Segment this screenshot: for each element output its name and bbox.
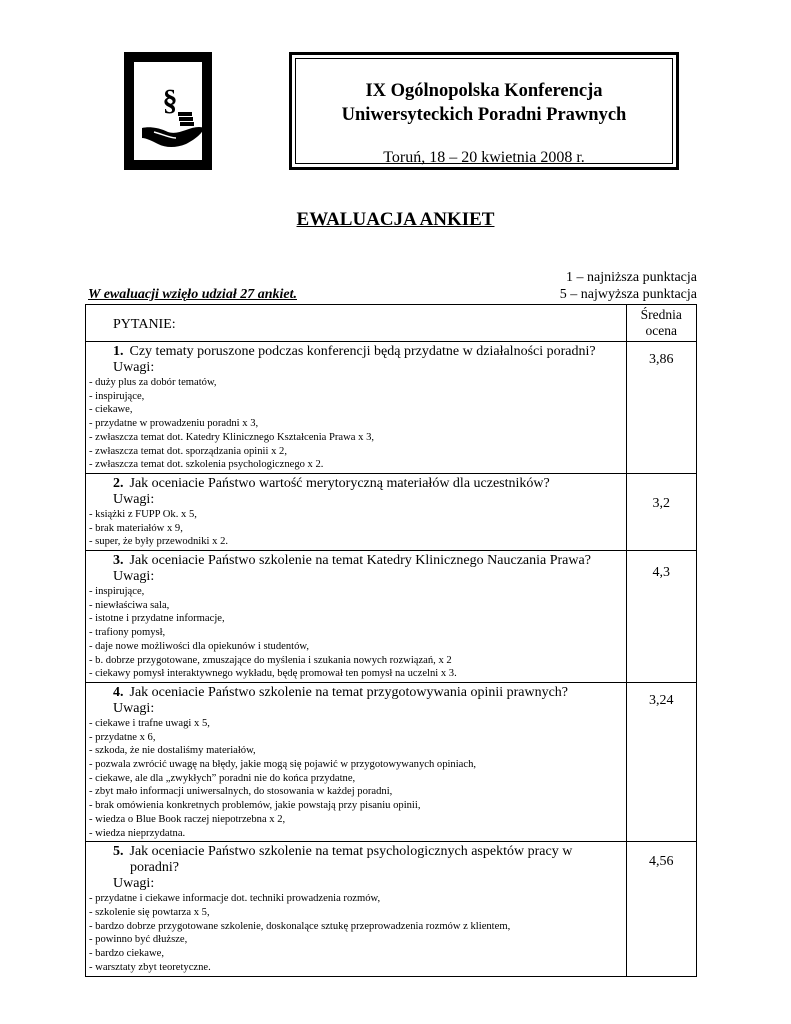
comment-item: - inspirujące, [89, 586, 145, 598]
comments-list [86, 508, 626, 550]
comment-item: - super, że były przewodniki x 2. [89, 536, 229, 548]
question-label: Jak oceniacie Państwo szkolenie na temat przygotowywania opinii prawnych? [129, 684, 569, 700]
table-row [86, 473, 697, 550]
comment-item: - zbyt mało informacji uniwersalnych, do stosowania w każdej poradni, [89, 786, 393, 798]
question-number: 1. [113, 344, 124, 359]
question-number: 4. [113, 684, 124, 700]
participation-note: W ewaluacji wzięło udział 27 ankiet. [88, 287, 297, 302]
table-row [86, 682, 697, 841]
comment-item: - zwłaszcza temat dot. Katedry Klinicznego Kształcenia Prawa x 3, [89, 431, 375, 443]
comments-label: Uwagi: [113, 876, 155, 892]
average-score: 4,3 [652, 565, 671, 581]
question-text [86, 844, 626, 876]
table-header-row [86, 305, 697, 342]
comments-label: Uwagi: [113, 491, 155, 507]
comment-item: - zwłaszcza temat dot. sporządzania opinii x 2, [89, 445, 287, 457]
average-score: 3,86 [649, 352, 674, 367]
average-column-label-line1: Średnia [640, 307, 682, 322]
question-label: Jak oceniacie Państwo szkolenie na temat psychologicznych aspektów pracy w [129, 844, 573, 860]
average-cell [626, 682, 696, 841]
comments-label: Uwagi: [113, 360, 155, 375]
question-text [86, 476, 626, 492]
question-text [86, 344, 626, 360]
question-number: 3. [113, 553, 124, 569]
comment-item: - bardzo ciekawe, [89, 948, 164, 960]
comment-item: - bardzo dobrze przygotowane szkolenie, doskonalące sztukę przeprowadzenia rozmów z klientem, [89, 920, 511, 932]
conference-place-date: Toruń, 18 – 20 kwietnia 2008 r. [383, 149, 585, 166]
comment-item: - ciekawy pomysł interaktywnego wykładu, będę promował ten pomysł na uczelni x 3. [89, 668, 457, 680]
scale-low: 1 – najniższa punktacja [565, 270, 697, 285]
comment-item: - ciekawe, [89, 404, 133, 416]
question-number: 5. [113, 844, 124, 860]
question-column-label: PYTANIE: [113, 317, 176, 332]
comment-item: - szkolenie się powtarza x 5, [89, 906, 210, 918]
comment-item: - zwłaszcza temat dot. szkolenia psychologicznego x 2. [89, 459, 324, 471]
table-row [86, 342, 697, 474]
average-cell [626, 551, 696, 683]
comment-item: - książki z FUPP Ok. x 5, [89, 508, 197, 520]
logo-paragraph-sign: § [162, 84, 178, 117]
question-label: Jak oceniacie Państwo szkolenie na temat Katedry Klinicznego Nauczania Prawa? [129, 553, 591, 569]
comment-item: - istotne i przydatne informacje, [89, 613, 225, 625]
comments-list [86, 717, 626, 841]
comment-item: - ciekawe, ale dla „zwykłych” poradni nie do końca przydatne, [89, 772, 356, 784]
question-label-continuation: poradni? [130, 860, 179, 876]
comment-item: - powinno być dłuższe, [89, 934, 188, 946]
question-cell [86, 342, 627, 474]
average-score: 3,24 [649, 692, 674, 708]
conference-title-line1: IX Ogólnopolska Konferencja [365, 81, 603, 101]
comment-item: - wiedza o Blue Book raczej niepotrzebna x 2, [89, 813, 286, 825]
conference-header-box [289, 52, 679, 170]
comment-item: - ciekawe i trafne uwagi x 5, [89, 717, 210, 729]
comment-item: - niewłaściwa sala, [89, 599, 170, 611]
document-title: EWALUACJA ANKIET [296, 209, 495, 230]
comment-item: - b. dobrze przygotowane, zmuszające do myślenia i szukania nowych rozwiązań, x 2 [89, 654, 452, 666]
question-cell [86, 473, 627, 550]
comment-item: - daje nowe możliwości dla opiekunów i studentów, [89, 640, 309, 652]
question-cell [86, 842, 627, 976]
question-cell [86, 682, 627, 841]
question-column-header [86, 305, 627, 342]
comment-item: - wiedza nieprzydatna. [89, 827, 186, 839]
question-cell [86, 551, 627, 683]
conference-title-line2: Uniwersyteckich Poradni Prawnych [341, 105, 627, 125]
comment-item: - warsztaty zbyt teoretyczne. [89, 961, 211, 973]
table-row [86, 842, 697, 976]
conference-logo [124, 52, 212, 170]
hand-paragraph-icon [124, 52, 212, 170]
comment-item: - inspirujące, [89, 390, 145, 402]
comment-item: - duży plus za dobór tematów, [89, 377, 217, 388]
question-label: Czy tematy poruszone podczas konferencji będą przydatne w działalności poradni? [129, 344, 596, 359]
comments-label: Uwagi: [113, 569, 155, 585]
average-score: 3,2 [652, 495, 671, 511]
table-row [86, 551, 697, 683]
average-score: 4,56 [649, 854, 674, 870]
question-number: 2. [113, 475, 124, 491]
comment-item: - przydatne i ciekawe informacje dot. techniki prowadzenia rozmów, [89, 893, 381, 905]
comment-item: - brak omówienia konkretnych problemów, jakie powstają przy pisaniu opinii, [89, 800, 421, 812]
comments-list [86, 892, 626, 975]
question-label: Jak oceniacie Państwo wartość merytoryczną materiałów dla uczestników? [129, 475, 550, 491]
comment-item: - szkoda, że nie dostaliśmy materiałów, [89, 745, 256, 757]
comment-item: - przydatne x 6, [89, 731, 156, 743]
comment-item: - pozwala zwrócić uwagę na błędy, jakie mogą się pojawić w przygotowywanych opiniach, [89, 759, 477, 771]
question-text [86, 685, 626, 701]
comments-list [86, 585, 626, 682]
average-cell [626, 842, 696, 976]
average-cell [626, 342, 696, 474]
question-text [86, 553, 626, 569]
average-column-label-line2: ocena [645, 323, 678, 338]
comment-item: - trafiony pomysł, [89, 627, 166, 639]
comments-label: Uwagi: [113, 700, 155, 716]
scale-high: 5 – najwyższa punktacja [559, 287, 697, 302]
comments-list [86, 376, 626, 473]
average-column-header [626, 305, 696, 342]
comment-item: - brak materiałów x 9, [89, 522, 183, 534]
comment-item: - przydatne w prowadzeniu poradni x 3, [89, 418, 259, 430]
survey-table [85, 304, 697, 977]
average-cell [626, 473, 696, 550]
